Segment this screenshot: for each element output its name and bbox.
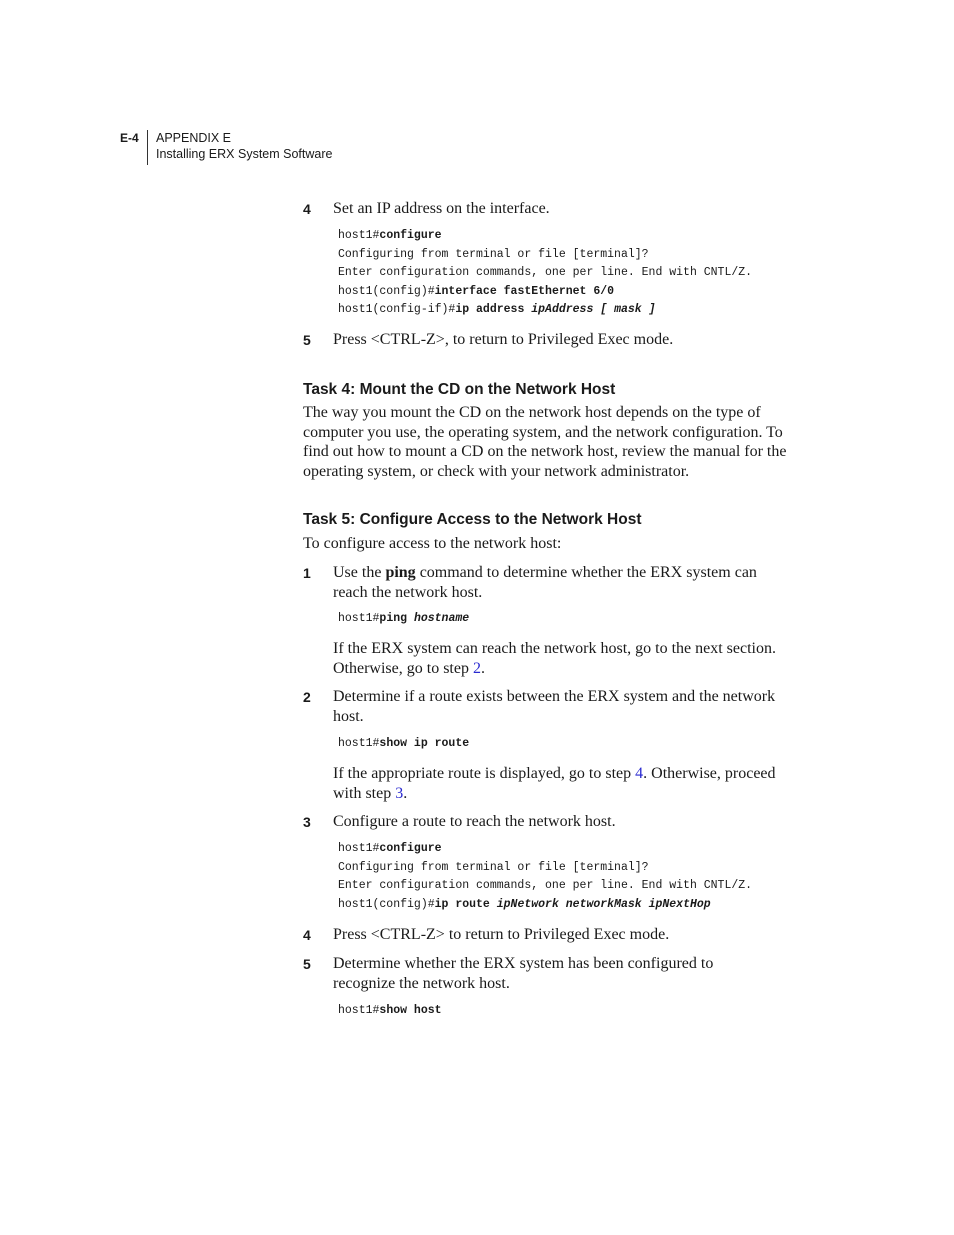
section-heading: Task 5: Configure Access to the Network Host xyxy=(303,511,642,528)
code-block xyxy=(338,227,752,320)
code-line: host1#configure xyxy=(338,229,442,242)
step-link[interactable]: 2 xyxy=(472,659,481,677)
code-block: host1#ping hostname xyxy=(338,612,470,625)
code-block: host1#show ip route xyxy=(338,737,470,750)
step-number: 4 xyxy=(303,201,311,217)
step-number: 3 xyxy=(303,814,311,830)
step-number: 1 xyxy=(303,565,311,581)
code-line: Configuring from terminal or file [terminal]? xyxy=(338,247,649,261)
step-number: 2 xyxy=(303,689,311,705)
step-link[interactable]: 4 xyxy=(635,765,644,782)
step-text: Determine if a route exists between the ERX system and the network host. xyxy=(333,688,776,725)
step-text: Use the ping command to determine whether the ERX system can reach the network host. xyxy=(333,564,757,601)
section-heading: Task 4: Mount the CD on the Network Host xyxy=(303,381,616,398)
step-number: 5 xyxy=(303,956,311,972)
code-block: host1#show host xyxy=(338,1004,442,1017)
code-line: host1(config)#interface fastEthernet 6/0 xyxy=(338,284,615,298)
step-number: 4 xyxy=(303,927,311,943)
paragraph: The way you mount the CD on the network host depends on the type of computer you use, the operating system, and the network configuration. To find out how to mount a CD on the network host, review the manual for the operating system, or check with your network administrator. xyxy=(303,404,787,480)
step-text: Press <CTRL-Z>, to return to Privileged Exec mode. xyxy=(333,331,674,348)
running-header xyxy=(156,130,332,162)
code-line: Enter configuration commands, one per line. End with CNTL/Z. xyxy=(338,266,753,280)
header-divider xyxy=(147,130,148,165)
code-line: host1#configure xyxy=(338,842,442,855)
step-note: If the appropriate route is displayed, go to step 4. Otherwise, proceed with step 3. xyxy=(333,765,776,802)
paragraph: To configure access to the network host: xyxy=(303,535,562,552)
step-text: Press <CTRL-Z> to return to Privileged Exec mode. xyxy=(333,926,670,943)
code-line: Configuring from terminal or file [terminal]? xyxy=(338,860,649,874)
chapter-label: Installing ERX System Software xyxy=(156,147,333,161)
command-name: ping xyxy=(385,564,416,581)
step-text: Set an IP address on the interface. xyxy=(333,200,550,217)
step-note: If the ERX system can reach the network host, go to the next section. Otherwise, go to step 2. xyxy=(333,640,776,677)
code-block xyxy=(338,840,752,914)
step-number: 5 xyxy=(303,332,311,348)
step-text: Determine whether the ERX system has been configured to recognize the network host. xyxy=(333,955,714,992)
step-link[interactable]: 3 xyxy=(395,784,404,802)
code-line: host1(config-if)#ip address ipAddress [ mask ] xyxy=(338,303,656,317)
step-text: Configure a route to reach the network host. xyxy=(333,813,616,830)
code-line: host1(config)#ip route ipNetwork networkMask ipNextHop xyxy=(338,897,711,911)
page-number: E-4 xyxy=(120,131,139,145)
appendix-label: APPENDIX E xyxy=(156,131,232,145)
code-line: Enter configuration commands, one per line. End with CNTL/Z. xyxy=(338,879,753,893)
